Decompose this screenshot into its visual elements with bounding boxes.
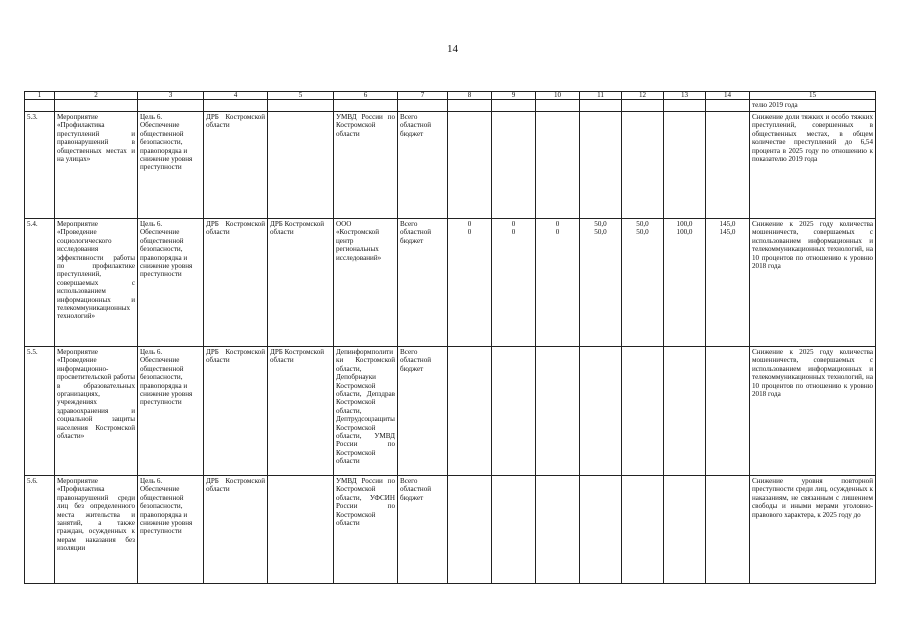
measure-goal: Цель 6. Обеспечение общественной безопасности, правопорядка и снижение уровня преступности [138,476,204,584]
column-5-cell [268,476,334,584]
column-header: 10 [536,92,580,100]
co-executor: ДРБ Костромской области [204,476,268,584]
expected-result: Снижение уровня повторной преступности среди лиц, осужденных к наказаниям, не связанным с лишением свободы и иными мерами уголовно-правового характера, к 2025 году до [750,476,876,584]
column-header: 1 [25,92,55,100]
co-executor: ДРБ Костромской области [204,112,268,219]
measure-goal: Цель 6. Обеспечение общественной безопасности, правопорядка и снижение уровня преступности [138,112,204,219]
executor: ООО «Костромской центр региональных исследований» [334,219,398,347]
column-5-cell: ДРБ Костромской области [268,347,334,476]
column-header: 2 [55,92,138,100]
column-header: 14 [706,92,750,100]
financing-total-label: Всего [400,348,418,356]
row-number: 5.6. [25,476,55,584]
column-header: 8 [448,92,492,100]
column-header: 12 [622,92,664,100]
financing-total-label: Всего [400,477,418,485]
measure-goal: Цель 6. Обеспечение общественной безопасности, правопорядка и снижение уровня преступности [138,347,204,476]
measure-name: Мероприятие «Проведение социологического исследования эффективности работы по профилактике преступлений, совершаемых с использованием информационных и телекоммуникационных технологий» [55,219,138,347]
value-cell: 0 0 [536,219,580,347]
financing-regional-label: областной бюджет [400,228,432,245]
value-cell: 0 0 [448,219,492,347]
financing-regional-label: областной бюджет [400,121,432,138]
row-number: 5.5. [25,347,55,476]
expected-result: Снижение доли тяжких и особо тяжких преступлений, совершенных в общественных местах, в общем количестве преступлений до 6,54 процента в 2025 году по отношению к показателю 2019 года [750,112,876,219]
executor: УМВД России по Костромской области, УФСИН России по Костромской области [334,476,398,584]
value-cell: 0 0 [492,219,536,347]
financing-total-label: Всего [400,113,418,121]
column-header: 15 [750,92,876,100]
financing-regional-label: областной бюджет [400,485,432,502]
column-header: 6 [334,92,398,100]
value-cell: 50,0 50,0 [622,219,664,347]
table-row [25,476,876,584]
row-number: 5.3. [25,112,55,219]
value-cell: 100,0 100,0 [664,219,706,347]
column-header: 3 [138,92,204,100]
column-5-cell [268,112,334,219]
row-number: 5.4. [25,219,55,347]
column-header: 5 [268,92,334,100]
carry-over-row [25,100,876,112]
financing-source [398,476,448,584]
table-row [25,112,876,219]
measure-name: Мероприятие «Профилактика преступлений и правонарушений в общественных местах и на улицах» [55,112,138,219]
column-number-row [25,92,876,100]
financing-source [398,112,448,219]
measure-goal: Цель 6. Обеспечение общественной безопасности, правопорядка и снижение уровня преступности [138,219,204,347]
table-row [25,347,876,476]
page-number: 14 [447,43,458,55]
co-executor: ДРБ Костромской области [204,347,268,476]
value-cell: 50,0 50,0 [580,219,622,347]
column-header: 7 [398,92,448,100]
program-table [24,91,876,584]
expected-result: Снижение к 2025 году количества мошенничеств, совершаемых с использованием информационных и телекоммуникационных технологий, на 10 процентов по отношению к уровню 2018 года [750,347,876,476]
column-5-cell: ДРБ Костромской области [268,219,334,347]
column-header: 13 [664,92,706,100]
measure-name: Мероприятие «Проведение информационно-просветительской работы в образовательных организациях, учреждениях здравоохранения и социальной защиты населения Костромской области» [55,347,138,476]
column-header: 9 [492,92,536,100]
value-cell: 145,0 145,0 [706,219,750,347]
column-header: 4 [204,92,268,100]
executor: УМВД России по Костромской области [334,112,398,219]
expected-result: Снижение к 2025 году количества мошенничеств, совершаемых с использованием информационных и телекоммуникационных технологий, на 10 процентов по отношению к уровню 2018 года [750,219,876,347]
financing-source [398,347,448,476]
financing-total-label: Всего [400,220,418,228]
table-row [25,219,876,347]
co-executor: ДРБ Костромской области [204,219,268,347]
measure-name: Мероприятие «Профилактика правонарушений среди лиц без определенного места жительства и занятий, а также граждан, осужденных к мерам наказания без изоляции [55,476,138,584]
financing-regional-label: областной бюджет [400,356,432,373]
executor: Депинформполитики Костромской области, Депобрнауки Костромской области, Депздрав Костромской области, Дептрудсоцзащиты Костромской области, УМВД России по Костромской области [334,347,398,476]
financing-source [398,219,448,347]
carry-over-text: телю 2019 года [750,100,876,112]
column-header: 11 [580,92,622,100]
